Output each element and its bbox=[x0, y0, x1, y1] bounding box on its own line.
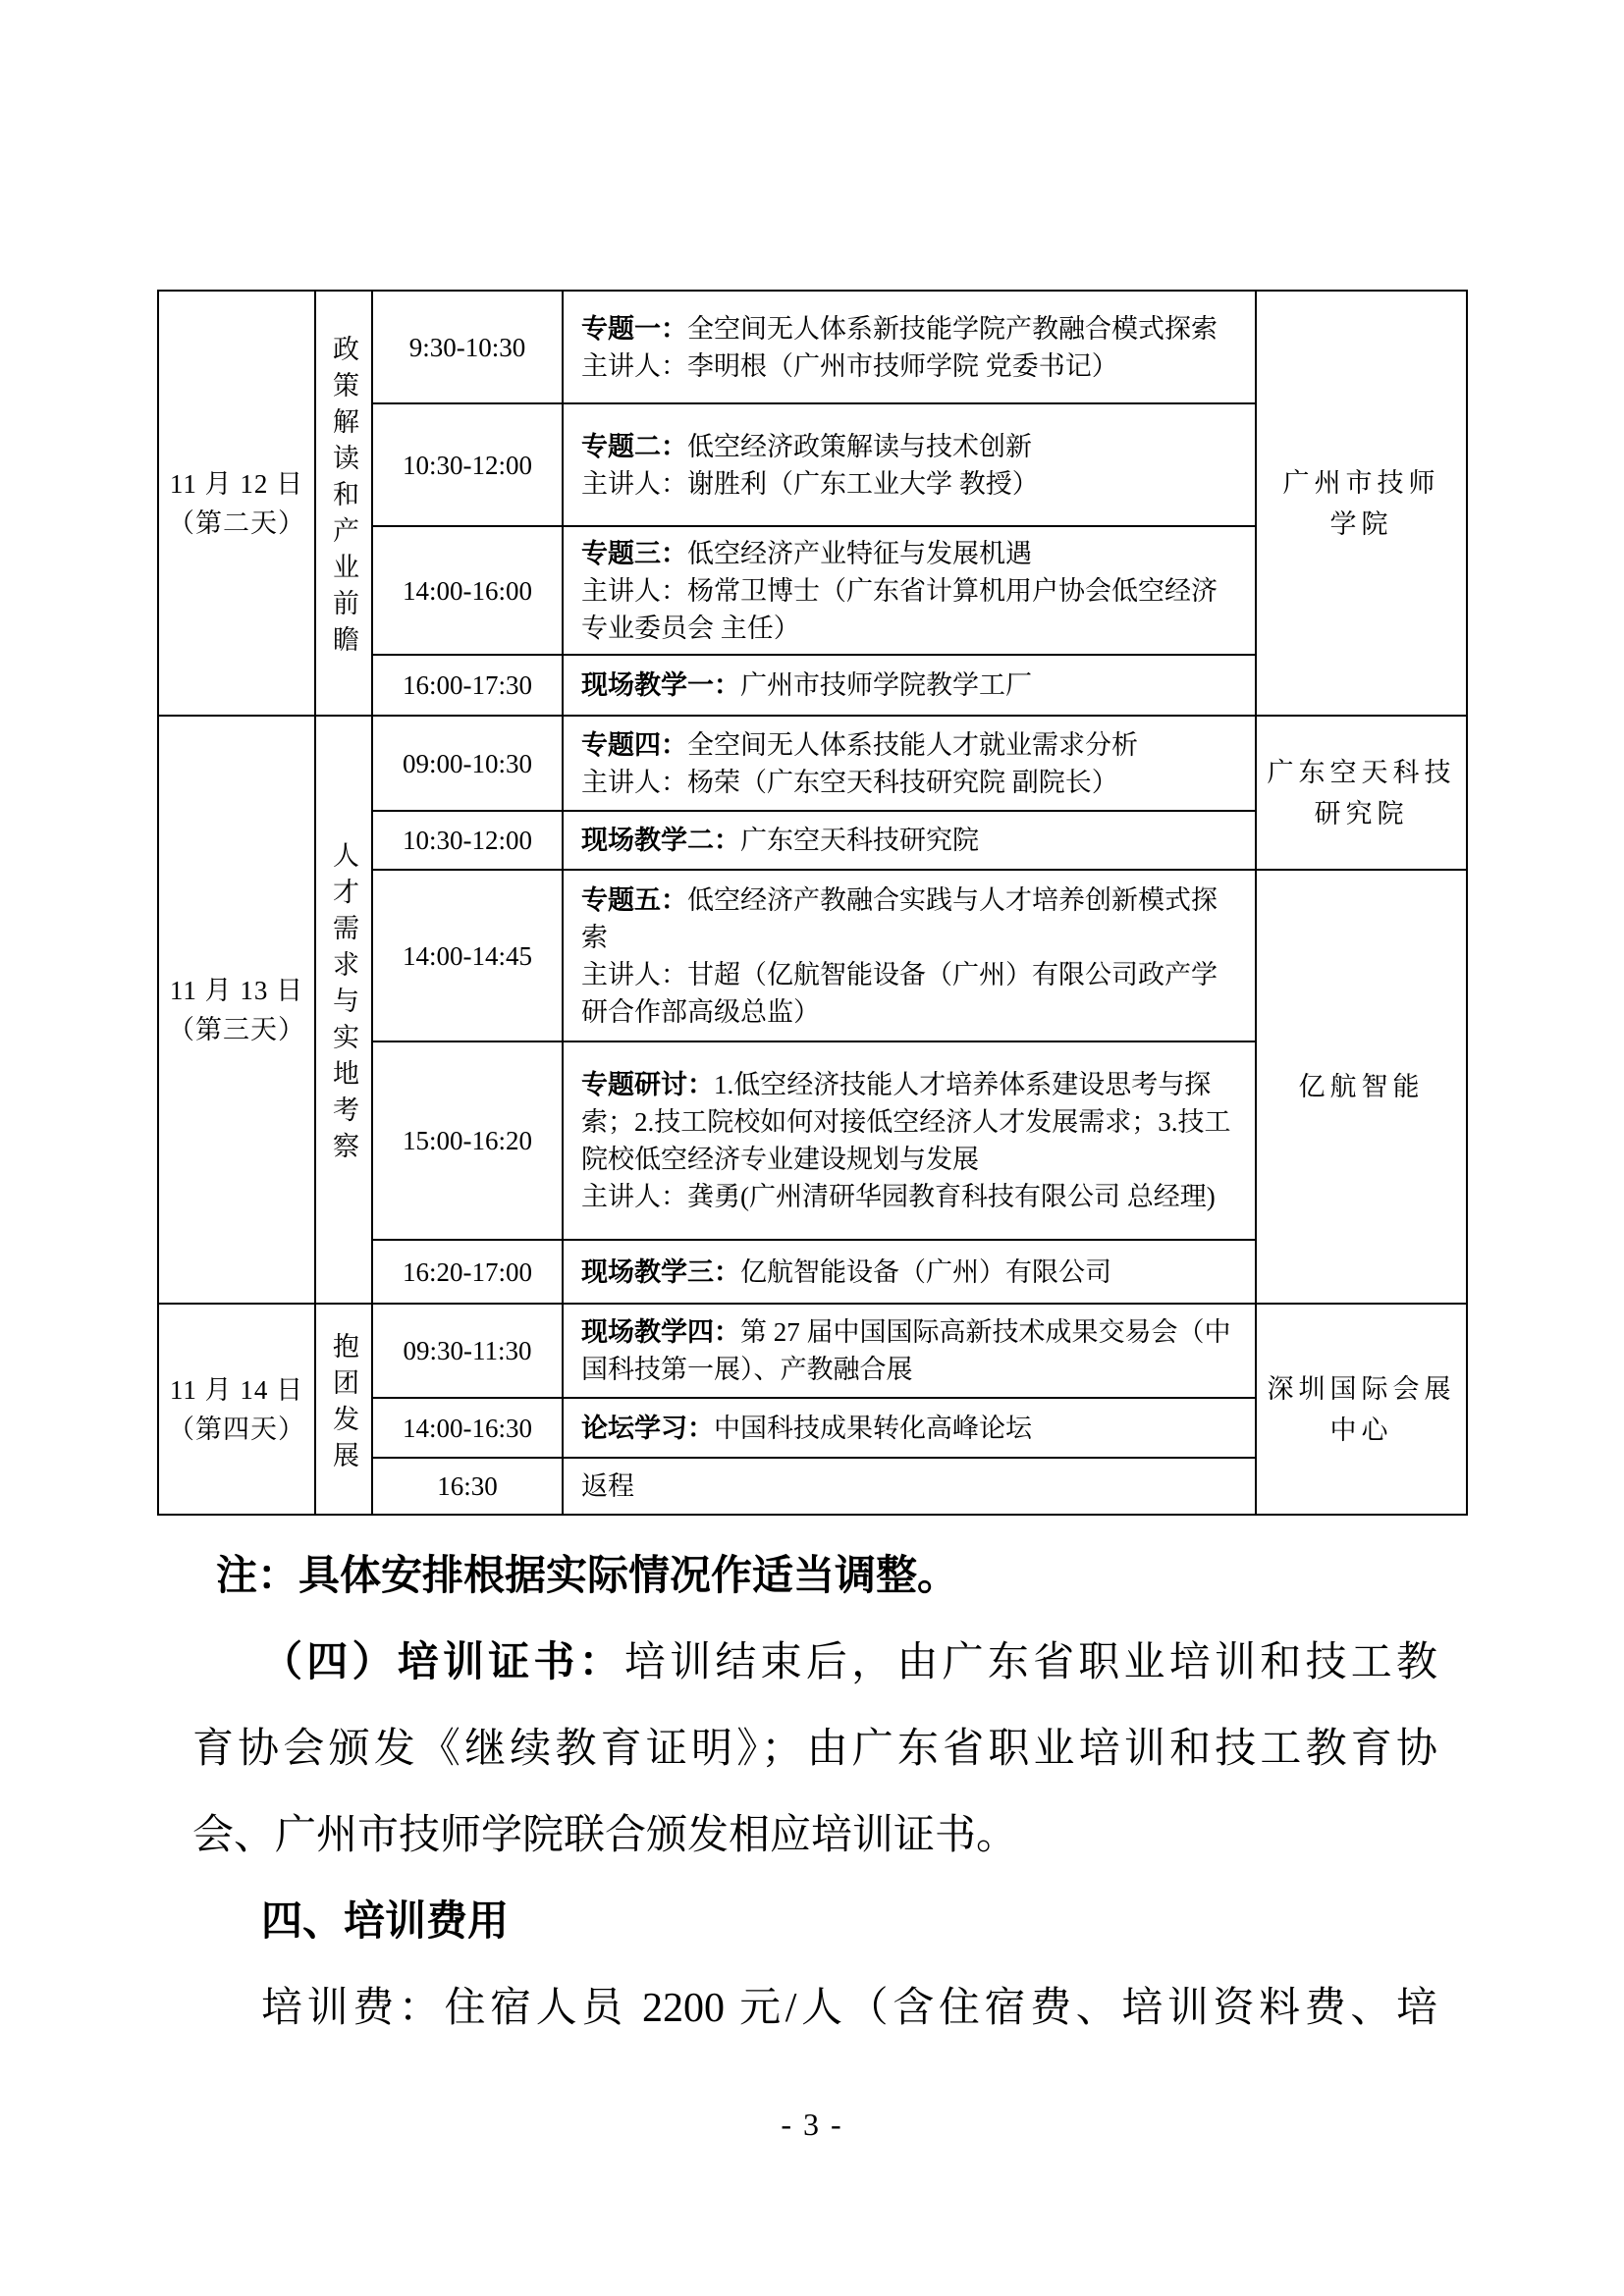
session-title: 低空经济产业特征与发展机遇 bbox=[687, 538, 1032, 568]
content-cell bbox=[563, 870, 1256, 1041]
time-cell: 16:00-17:30 bbox=[372, 655, 563, 716]
content-cell bbox=[563, 655, 1256, 716]
session-speaker: 主讲人：谢胜利（广东工业大学 教授） bbox=[581, 468, 1039, 499]
time-cell: 16:30 bbox=[372, 1458, 563, 1515]
location-line: 深圳国际会展 bbox=[1267, 1373, 1456, 1404]
time-cell: 15:00-16:20 bbox=[372, 1041, 563, 1240]
session-label: 专题三： bbox=[581, 538, 687, 568]
location-cell bbox=[1256, 870, 1467, 1304]
time-cell: 14:00-14:45 bbox=[372, 870, 563, 1041]
time-cell: 14:00-16:30 bbox=[372, 1398, 563, 1458]
session-label: 专题四： bbox=[581, 729, 687, 760]
certificate-text: 培训结束后，由广东省职业培训和技工教 bbox=[623, 1640, 1437, 1685]
session-speaker: 主讲人：杨荣（广东空天科技研究院 副院长） bbox=[581, 767, 1118, 797]
session-label: 专题一： bbox=[581, 313, 687, 344]
table-row bbox=[158, 291, 1467, 403]
session-title: 返程 bbox=[581, 1471, 634, 1501]
content-cell bbox=[563, 1240, 1256, 1304]
time-cell: 09:30-11:30 bbox=[372, 1304, 563, 1398]
time-cell: 09:00-10:30 bbox=[372, 716, 563, 811]
session-label: 专题二： bbox=[581, 431, 687, 461]
theme-label: 政策解读和产业前瞻 bbox=[329, 335, 358, 662]
session-title: 广东空天科技研究院 bbox=[740, 826, 979, 855]
body-text bbox=[192, 1533, 1437, 2052]
time-cell: 10:30-12:00 bbox=[372, 403, 563, 526]
content-cell bbox=[563, 1304, 1256, 1398]
session-label: 现场教学四： bbox=[581, 1317, 740, 1347]
content-cell bbox=[563, 811, 1256, 870]
note-line: 注：具体安排根据实际情况作适当调整。 bbox=[216, 1554, 959, 1599]
date-cell bbox=[158, 1304, 315, 1515]
content-cell bbox=[563, 1041, 1256, 1240]
date-cell bbox=[158, 716, 315, 1304]
table-row bbox=[158, 716, 1467, 811]
location-cell bbox=[1256, 1304, 1467, 1515]
session-title: 亿航智能设备（广州）有限公司 bbox=[740, 1256, 1111, 1287]
session-speaker: 主讲人：甘超（亿航智能设备（广州）有限公司政产学研合作部高级总监） bbox=[581, 959, 1218, 1027]
location-line: 广东空天科技 bbox=[1267, 757, 1456, 787]
date-subtext: （第二天） bbox=[168, 507, 305, 538]
time-cell: 9:30-10:30 bbox=[372, 291, 563, 403]
session-label: 专题五： bbox=[581, 884, 687, 915]
theme-label: 抱团发展 bbox=[329, 1331, 358, 1477]
session-label: 现场教学二： bbox=[581, 826, 740, 855]
page-number: - 3 - bbox=[781, 2107, 843, 2142]
location-cell bbox=[1256, 291, 1467, 716]
session-title: 中国科技成果转化高峰论坛 bbox=[714, 1413, 1032, 1443]
date-subtext: （第三天） bbox=[168, 1014, 305, 1044]
session-title: 低空经济产教融合实践与人才培养创新模式探索 bbox=[581, 884, 1218, 952]
time-cell: 14:00-16:00 bbox=[372, 526, 563, 655]
certificate-line-2: 育协会颁发《继续教育证明》；由广东省职业培训和技工教育协 bbox=[192, 1727, 1437, 1772]
table-row bbox=[158, 1304, 1467, 1398]
session-speaker: 主讲人：李明根（广州市技师学院 党委书记） bbox=[581, 350, 1118, 381]
location-line: 研究院 bbox=[1314, 798, 1409, 828]
date-text: 11 月 14 日 bbox=[169, 1374, 304, 1405]
theme-cell bbox=[315, 716, 372, 1304]
content-cell bbox=[563, 291, 1256, 403]
theme-cell bbox=[315, 1304, 372, 1515]
session-label: 现场教学三： bbox=[581, 1256, 740, 1287]
session-speaker: 主讲人：龚勇(广州清研华园教育科技有限公司 总经理) bbox=[581, 1182, 1216, 1211]
schedule-table bbox=[157, 290, 1468, 1516]
certificate-line-3: 会、广州市技师学院联合颁发相应培训证书。 bbox=[192, 1813, 1018, 1858]
session-title: 全空间无人体系技能人才就业需求分析 bbox=[687, 729, 1138, 760]
date-text: 11 月 12 日 bbox=[169, 468, 304, 499]
date-cell bbox=[158, 291, 315, 716]
location-line: 广州市技师 bbox=[1282, 467, 1440, 498]
content-cell bbox=[563, 1398, 1256, 1458]
session-speaker: 主讲人：杨常卫博士（广东省计算机用户协会低空经济专业委员会 主任） bbox=[581, 575, 1218, 643]
time-cell: 16:20-17:00 bbox=[372, 1240, 563, 1304]
session-label: 论坛学习： bbox=[581, 1413, 714, 1443]
section-heading: 四、培训费用 bbox=[261, 1899, 510, 1945]
time-cell: 10:30-12:00 bbox=[372, 811, 563, 870]
theme-cell bbox=[315, 291, 372, 716]
session-title: 广州市技师学院教学工厂 bbox=[740, 670, 1032, 700]
content-cell bbox=[563, 716, 1256, 811]
location-line: 亿航智能 bbox=[1298, 1072, 1425, 1101]
session-title: 第 27 届中国国际高新技术成果交易会（中国科技第一展）、产教融合展 bbox=[581, 1317, 1231, 1384]
content-cell bbox=[563, 526, 1256, 655]
content-cell bbox=[563, 1458, 1256, 1515]
date-text: 11 月 13 日 bbox=[169, 975, 304, 1005]
certificate-label: （四）培训证书： bbox=[261, 1640, 624, 1685]
session-label: 现场教学一： bbox=[581, 670, 740, 700]
content-cell bbox=[563, 403, 1256, 526]
theme-label: 人才需求与实地考察 bbox=[329, 841, 358, 1168]
date-subtext: （第四天） bbox=[168, 1414, 305, 1444]
session-title: 低空经济政策解读与技术创新 bbox=[687, 431, 1032, 461]
location-cell bbox=[1256, 716, 1467, 870]
fee-line: 培训费：住宿人员 2200 元/人（含住宿费、培训资料费、培 bbox=[261, 1986, 1437, 2031]
session-title: 全空间无人体系新技能学院产教融合模式探索 bbox=[687, 313, 1218, 344]
location-line: 学院 bbox=[1329, 508, 1393, 539]
certificate-line-1 bbox=[192, 1620, 1437, 1706]
location-line: 中心 bbox=[1329, 1415, 1393, 1445]
session-title: 1.低空经济技能人才培养体系建设思考与探索；2.技工院校如何对接低空经济人才发展需求；3.技工院校低空经济专业建设规划与发展 bbox=[581, 1070, 1231, 1174]
session-label: 专题研讨： bbox=[581, 1070, 714, 1099]
